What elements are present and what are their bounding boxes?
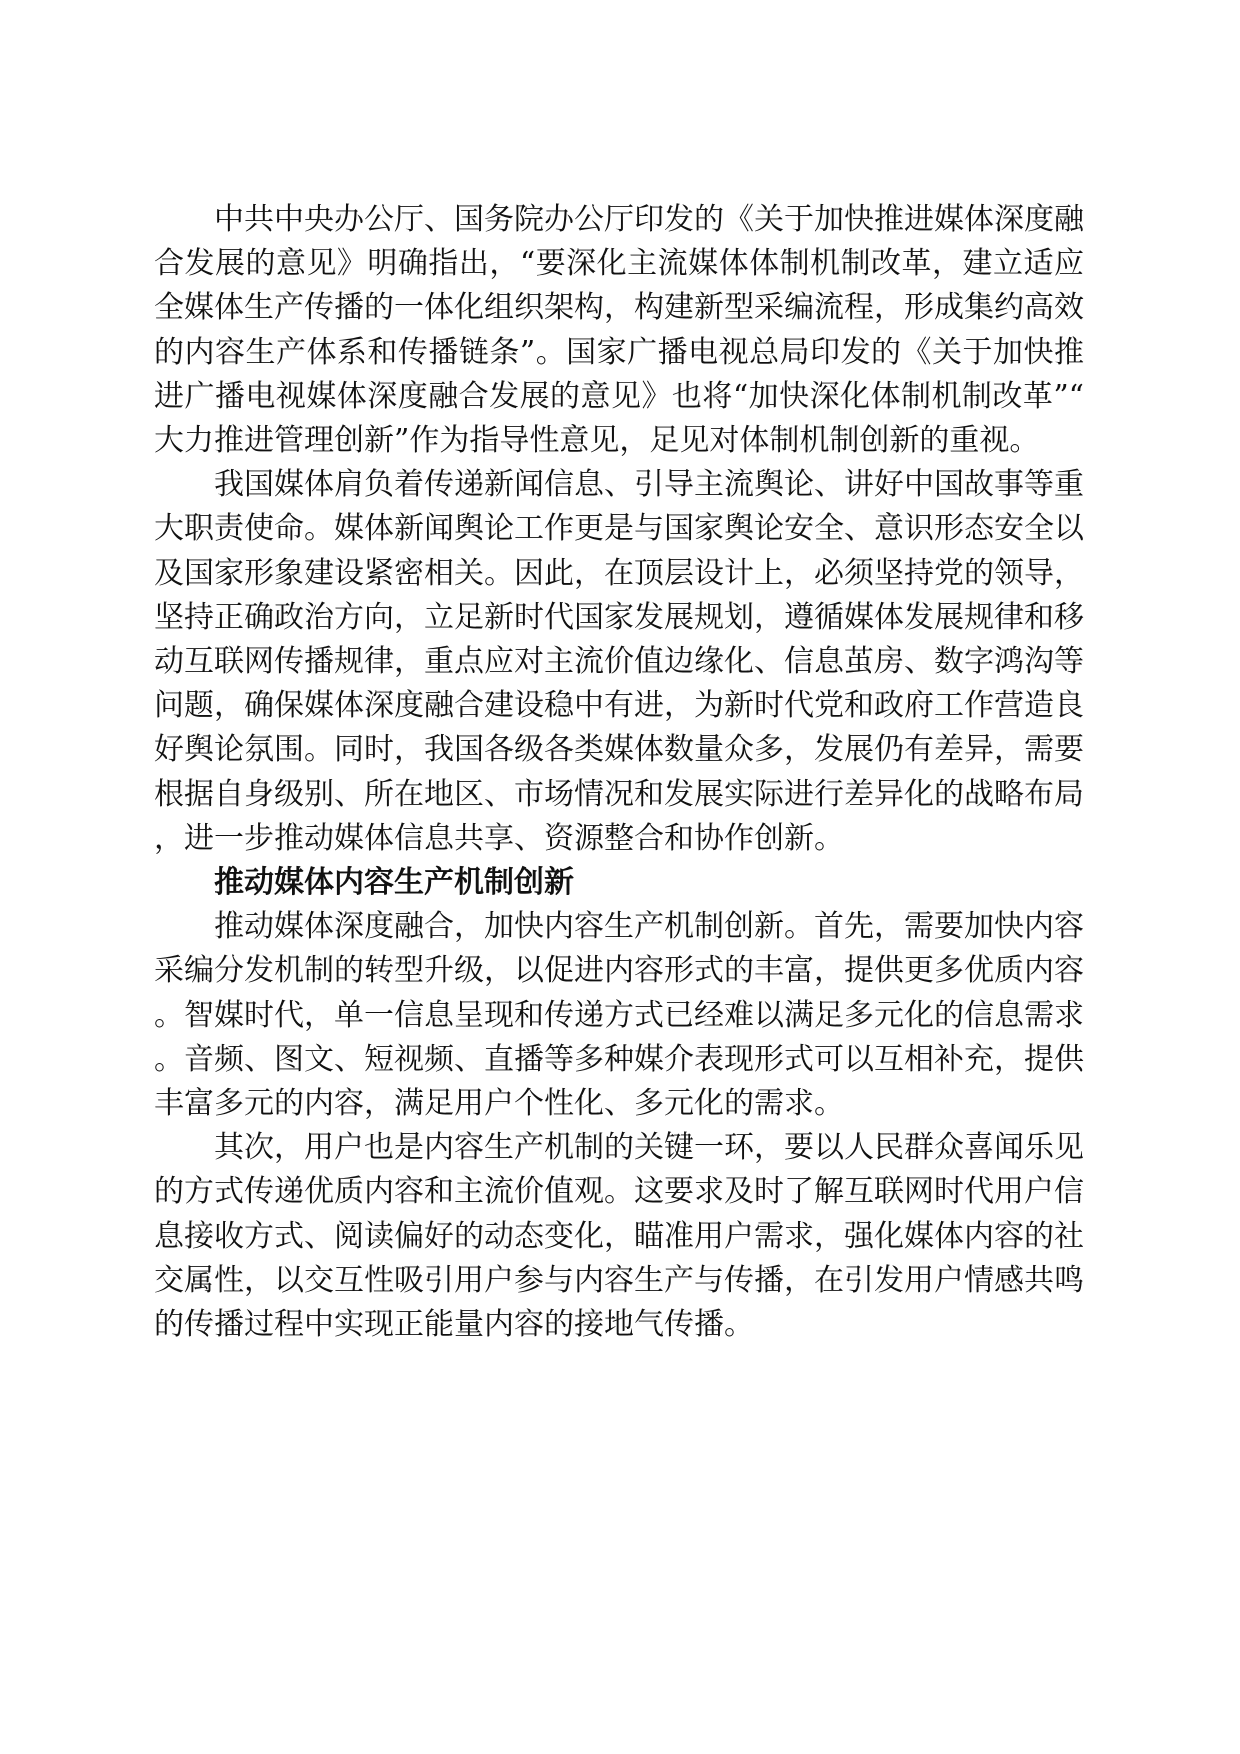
document-body xyxy=(154,198,1084,1347)
paragraph-media-responsibility: 我国媒体肩负着传递新闻信息、引导主流舆论、讲好中国故事等重大职责使命。媒体新闻舆论工作更是与国家舆论安全、意识形态安全以及国家形象建设紧密相关。因此，在顶层设计上，必须坚持党的领导，坚持正确政治方向，立足新时代国家发展规划，遵循媒体发展规律和移动互联网传播规律，重点应对主流价值边缘化、信息茧房、数字鸿沟等问题，确保媒体深度融合建设稳中有进，为新时代党和政府工作营造良好舆论氛围。同时，我国各级各类媒体数量众多，发展仍有差异，需要根据自身级别、所在地区、市场情况和发展实际进行差异化的战略布局，进一步推动媒体信息共享、资源整合和协作创新。 xyxy=(154,467,1084,856)
paragraph-content-production-first: 推动媒体深度融合，加快内容生产机制创新。首先，需要加快内容采编分发机制的转型升级，以促进内容形式的丰富，提供更多优质内容。智媒时代，单一信息呈现和传递方式已经难以满足多元化的信息需求。音频、图文、短视频、直播等多种媒介表现形式可以互相补充，提供丰富多元的内容，满足用户个性化、多元化的需求。 xyxy=(154,909,1084,1122)
section-heading: 推动媒体内容生产机制创新 xyxy=(214,865,574,901)
paragraph-content-production-second: 其次，用户也是内容生产机制的关键一环，要以人民群众喜闻乐见的方式传递优质内容和主流价值观。这要求及时了解互联网时代用户信息接收方式、阅读偏好的动态变化，瞄准用户需求，强化媒体内容的社交属性，以交互性吸引用户参与内容生产与传播，在引发用户情感共鸣的传播过程中实现正能量内容的接地气传播。 xyxy=(154,1130,1084,1343)
paragraph-media-integration-policy: 中共中央办公厅、国务院办公厅印发的《关于加快推进媒体深度融合发展的意见》明确指出，“要深化主流媒体体制机制改革，建立适应全媒体生产传播的一体化组织架构，构建新型采编流程，形成集约高效的内容生产体系和传播链条”。国家广播电视总局印发的《关于加快推进广播电视媒体深度融合发展的意见》也将“加快深化体制机制改革”“大力推进管理创新”作为指导性意见，足见对体制机制创新的重视。 xyxy=(154,202,1084,459)
